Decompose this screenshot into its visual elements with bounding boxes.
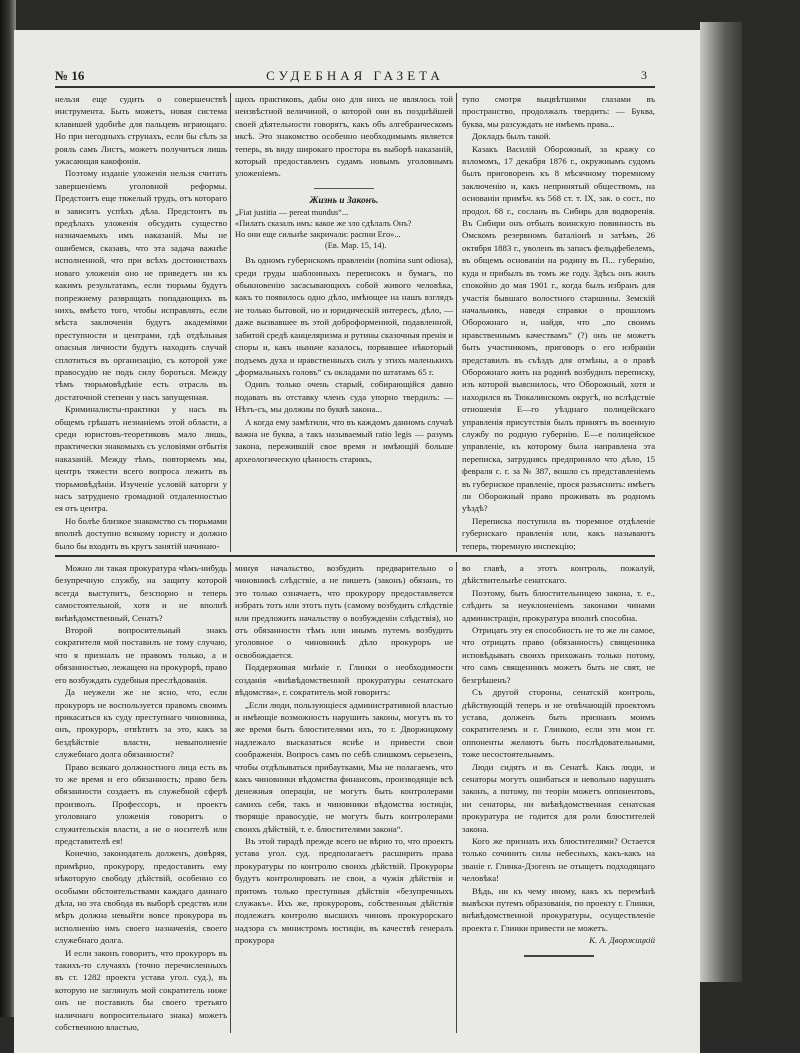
top-column-1 <box>55 93 230 552</box>
paragraph: Но болѣе близкое знакомство съ тюрьмами вполнѣ доступно всякому юристу и должно было бы входить въ кругъ занятій начинаю- <box>55 515 227 551</box>
newspaper-title: СУДЕБНАЯ ГАЗЕТА <box>266 68 444 83</box>
paragraph: Второй вопросительный знакъ сократителя мой поставилъ не тому случаю, что я призналъ не правомъ только, а и обязанностью, лежащею на прокурорѣ, право его возбуждать судебныя преслѣдованія. <box>55 625 227 685</box>
paragraph: Конечно, законодатель долженъ, довѣряя, примѣрно, прокурору, предоставить ему нѣкоторую свободу дѣйствій, особенно со особыми обстоятельствами каждаго даннаго дѣла, но эта свобода въ выборѣ средствъ или мѣръ должна невыйти вовсе прокурора въ исполненію имъ своего назначенія, своего служебнаго долга. <box>55 848 227 946</box>
paragraph: Люди сидятъ и въ Сенатѣ. Какъ люди, и сенаторы могутъ ошибаться и невольно нарушать законъ, а потому, по теоріи можетъ оппонентовъ, ни сенаторы, ни внѣвѣдомственная сенатская прокуратура не годится для роли блюстителей закона. <box>462 761 655 834</box>
paragraph: щихъ практиковъ, дабы оно для нихъ не являлось той неизвѣстной величиной, о которой они въ позднѣйшей своей дѣятельности говорятъ, какъ объ алгебраическомъ иксѣ. Это знакомство особенно необходимымъ является теперь, въ виду широкаго простора въ выборѣ наказаній, который предоставленъ судамъ новымъ уголовнымъ уложеніемъ. <box>235 94 453 179</box>
paragraph: Отрицать эту ея способность не то же ли самое, что отрицать право (обязанность) священника исповѣдывать своихъ прихожанъ только потому, что самъ священникъ можетъ быть не свят, не безгрѣшенъ? <box>462 625 655 685</box>
paragraph: Право всякаго должностного лица есть въ то же время и его обязанность; право безъ обязанности создаетъ въ служебной сферѣ произволъ. Профессоръ, и проектъ уголовнаго уложенія говоритъ о служительскія власти, а не о носителѣ или представителѣ ея! <box>55 761 227 846</box>
paragraph: Поэтому, быть блюстительницею закона, т. е., слѣдить за неуклоненіемъ законами чинами администраціи, прокуратура вполнѣ способна. <box>462 587 655 623</box>
paragraph: Кого же признать ихъ блюстителями? Остается только сочинить силы небесныхъ, какъ-какъ на званіе г. Глинка-Дзогенъ не отыщетъ подходящаго человѣка! <box>462 835 655 884</box>
epigraph-source: (Ев. Мар. 15, 14). <box>325 241 387 251</box>
paragraph: А когда ему замѣтили, что въ каждомъ данномъ случаѣ важна не буква, а такъ называемый ratio legis — разумъ закона, пережившій свое время и имѣющій больше археологическую цѣнность старикъ, <box>235 416 453 464</box>
end-rule <box>524 955 594 957</box>
paragraph: Переписка поступила въ тюремное отдѣленіе губернскаго правленія или, какъ называютъ теперь, тюремную инспекцію; <box>462 515 655 551</box>
bottom-column-3 <box>456 562 655 1033</box>
top-section <box>55 93 655 552</box>
paragraph: Казакъ Василій Оборожный, за кражу со взломомъ, 17 декабря 1876 г., окружнымъ судомъ былъ приговоренъ къ 8 мѣсячному тюремному заключенію и, какъ непринятый обществомъ, на основаніи примѣч. къ 568 ст. т. IX, зак. о сост., по продол. 68 г., сосланъ въ Сибирь для водворенія. Въ Сибири онъ отбылъ воинскую повинность въ Омскомъ резервномъ баталіонѣ и затѣмъ, 26 октября 1883 г., уволенъ въ запасъ фельдфебелемъ, въ общемъ основаніи на родину въ П... губернію, куда и прибылъ въ томъ же году. Здѣсь онъ жилъ спокойно до мая 1901 г., когда былъ избранъ для участія бывшаго волостного старшины. Земскій начальникъ, наведя справки о прошломъ Оборожнаго и, найдя, что „по своимъ нравственнымъ качествамъ“ (?) онъ не можетъ быть участникомъ, приговоръ о его избраніи представилъ въ съѣздъ для отмѣны, а о правѣ Оборожнаго жить на родинѣ возбудилъ переписку, изъ которой выяснилось, что Оборожный, хотя и находился въ Тюкалинскомъ округѣ, но вслѣдствіе отношенія Е—го уѣзднаго полицейскаго управленія присутствія былъ принятъ въ военную службу по родную губернію. Е—е полицейское управленіе, къ которому была направлена эта переписка, затруднясь предприняло что дѣло, 15 февраля с. г. за № 387, вошло съ представленіемъ въ губернское правленіе, прося разъяснить: имѣетъ ли Оборожный право проживать въ родномъ уѣздѣ? <box>462 143 655 514</box>
author-signature: К. А. Дворжицкій <box>589 935 655 946</box>
paragraph: тупо смотря выцвѣтшими глазами въ пространство, продолжалъ твердить: — Буква, буква, мы разсуждать не имѣемъ права... <box>462 94 655 129</box>
bottom-section <box>55 562 655 1033</box>
issue-number: № 16 <box>55 68 85 83</box>
paragraph: минуя начальство, возбудить предварительно о чиновникѣ слѣдствіе, а не пишетъ (законъ) обязанъ, то это только означаетъ, что прокурору предоставляется избрать тотъ или этотъ путь (самому возбудить слѣдствіе или предложить начальству о возбужденіи слѣдствія), но отъ обязанности тѣмъ или инымъ путемъ возбудить уголовное о чиновникѣ дѣло прокуроръ не освобождается. <box>235 563 453 660</box>
epigraph-line: «Пилатъ сказалъ имъ: какое же зло сдѣлалъ Онъ? <box>235 219 412 229</box>
paragraph: Одинъ только очень старый, собирающійся давно подавать въ отставку членъ суда упорно твердилъ: — Нѣтъ-съ, мы должны по буквѣ закона... <box>235 379 453 415</box>
paragraph: Съ другой стороны, сенатскій контроль, дѣйствующій теперь и не отвѣчающій проектомъ устава, долженъ быть признанъ моимъ сократителемъ и г. Глинкою, если эти мои гг. оппоненты желаютъ быть послѣдовательными, тоже несостоятельнымъ. <box>462 687 655 760</box>
book-binding <box>700 22 742 982</box>
newspaper-page <box>14 30 700 1053</box>
paragraph: И если законъ говоритъ, что прокуроръ въ такихъ-то случаяхъ (точно перечисленныхъ въ ст. 1282 проекта устава угол. суд.), въ которую не заглянулъ мой сократитель ниже онъ не поставилъ бы своего третьяго наличнаго вопросительнаго знака) можетъ собственною властью, <box>55 947 227 1033</box>
section-rule <box>55 555 655 557</box>
paragraph: Вѣдь, ни къ чему иному, какъ къ перемѣнѣ вывѣски путемъ образованія, по проекту г. Глинки, внѣвѣдомственной прокуратуры, осуществленіе проекта г. Глинки привести не можетъ. <box>462 885 655 933</box>
paragraph: Въ одномъ губернскомъ правленіи (nomina sunt odiosa), среди груды шаблонныхъ переписокъ и бумагъ, по обыкновенію засасывающихъ собой живого человѣка, какъ то появилось одно дѣло, имѣющее на нашъ взглядъ не только бытовой, но и юридическій интересъ, дѣло, — даже вызвавшее въ этой доброформенной, подавленной, забитой средѣ канцеляризма и рутины сказочныя пренія и споры и, какъ ныньче казалось, порвавшее нѣкоторый подъемъ духа и нравственныхъ силъ у этихъ маленькихъ „формальныхъ головъ“ съ окладами по штатамъ 65 г. <box>235 255 453 377</box>
section-divider <box>314 188 374 189</box>
paragraph: „Если люди, пользующіеся административной властью и имѣющіе возможность нарушить законы, могутъ въ то же время быть блюстителями ихъ, то г. Дворжицкому надлежало высказаться яснѣе и привести свои соображенія. Вопросъ самъ по себѣ слишкомъ серьезенъ, чтобы отдѣлываться прибаутками, Мы не полагаемъ, что какъ чиновники вѣдомства финансовъ, производящіе всѣ денежныя операціи, не могутъ быть контролерами самихъ себя, такъ и чиновники вѣдомства юстиціи, творящіе правосудіе, не могутъ быть контролерами своихъ дѣйствій, т. е. блюстителями закона“. <box>235 699 453 834</box>
paragraph: Въ этой тирадѣ прежде всего не вѣрно то, что проектъ устава угол. суд. предполагаетъ расширить права прокуратуры по контролю своихъ дѣйствій. Прокуроры будутъ контролировать не свои, а чужія дѣйствія и притомъ только преступныя дѣйствія «безупречныхъ служакъ». Ихъ же, прокуроровъ, собственныя дѣйствія подлежатъ контролю высшихъ чиновъ прокурорскаго надзора съ министромъ юстиціи, въ качествѣ генералъ прокурора <box>235 835 453 946</box>
paragraph: Криминалисты-практики у насъ въ общемъ грѣшатъ незнаніемъ этой области, а среди юристовъ-теоретиковъ мало лишь, практически знакомыхъ съ условіями отбытія наказаній. Между тѣмъ, повторяемъ мы, центръ тяжести всего вопроса лежитъ въ тюрьмовѣдѣніи. Изученіе условій каторги у насъ затруднено громадной отдаленностью ея отъ центра. <box>55 404 227 514</box>
top-column-2 <box>230 93 456 552</box>
paragraph: нельзя еще судить о совершенствѣ инструмента. Быть можетъ, новая система клавишей удобнѣе для пальцевъ играющаго. Но при негодныхъ струнахъ, если бы сѣлъ за рояль самъ Листъ, можетъ получиться лишь ужасающая какофонія. <box>55 94 227 167</box>
bottom-column-2 <box>230 562 456 1033</box>
epigraph-line: Но они еще сильнѣе закричали: распни Его»... <box>235 230 401 240</box>
paragraph: Да неужели же не ясно, что, если прокуроръ не воспользуется правомъ своимъ прикасаться къ суду преступнаго чиновника, онъ, прокуроръ, отвѣтитъ за это, какъ за бездѣйствіе власти, невыполненіе служебнаго долга обязанности? <box>55 687 227 760</box>
paragraph: Поддерживая мнѣніе г. Глинки о необходимости созданія «внѣвѣдомственной прокуратуры сенатскаго вѣдомства», г. сократитель мой говоритъ: <box>235 662 453 698</box>
bottom-column-1 <box>55 562 230 1033</box>
page-header <box>55 68 655 88</box>
top-column-3 <box>456 93 655 552</box>
page-number: 3 <box>641 68 647 82</box>
epigraph-line: „Fiat justitia — pereat mundus“... <box>235 208 349 218</box>
paragraph: Докладъ былъ такой. <box>472 131 551 142</box>
section-title: Жизнь и Законъ. <box>309 195 379 206</box>
paragraph: во главѣ, а этотъ контроль, пожалуй, дѣйствительнѣе сенатскаго. <box>462 563 655 586</box>
paragraph: Можно ли такая прокуратура чѣмъ-нибудь безупречную службу, на защиту которой всегда выступитъ, безспорно и теперь самостоятельной, хотя и не вполнѣ внѣвѣдомственный, Сенатъ? <box>55 563 227 623</box>
paragraph: Поэтому изданіе уложенія нельзя считать завершеніемъ уголовной реформы. Предстоитъ еще тяжелый трудъ, отъ котораго и зависитъ успѣхъ дѣла. Предстоитъ въ предѣлахъ уложенія обсудить существо назначаемыхъ имъ наказаній. Мы не ошибемся, сказавъ, что эта задача важнѣе исполненной, что при всѣхъ достоинствахъ новаго уложенія оно не приведетъ ни къ какимъ результатамъ, если тюрьмы будутъ попрежнему развращать попадающихъ въ нихъ, вмѣсто того, чтобы исправлять, если мѣста заключенія будутъ академіями преступности и центрами, гдѣ отдѣльныя опасныя личности будутъ находить случай сплотиться въ организацію, съ которой уже правосудію не подъ силу бороться. Между тѣмъ тюрьмовѣдѣніе есть отрасль въ достаточной степени у насъ запущенная. <box>55 168 227 402</box>
